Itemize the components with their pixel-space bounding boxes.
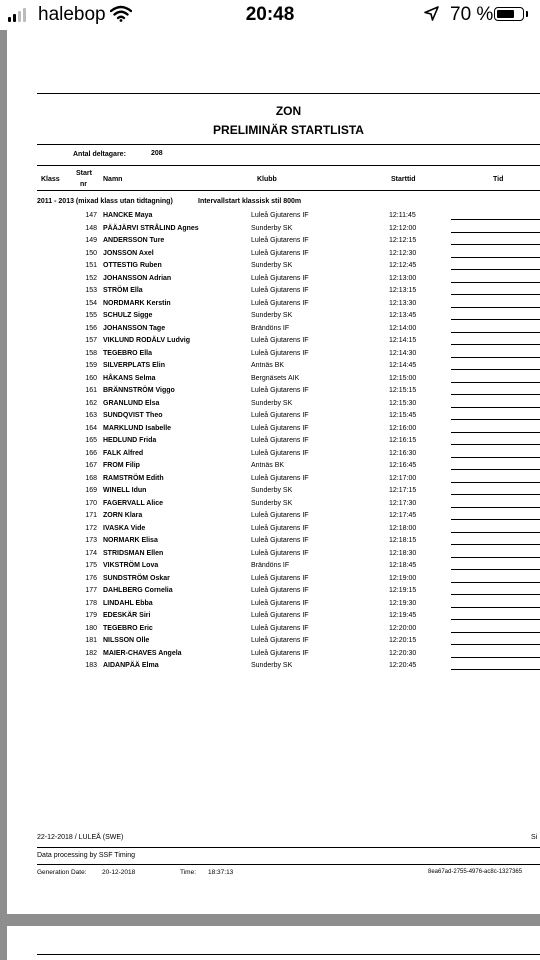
table-row <box>7 223 540 236</box>
club-name: Luleå Gjutarens IF <box>251 249 309 257</box>
document-subtitle: PRELIMINÄR STARTLISTA <box>213 123 364 137</box>
start-time: 12:14:15 <box>389 337 417 344</box>
start-time: 12:19:00 <box>389 574 417 582</box>
start-number: 169 <box>85 487 97 494</box>
participant-name: LINDAHL Ebba <box>103 599 153 607</box>
start-number: 182 <box>85 649 97 657</box>
column-starttid: Starttid <box>391 176 416 183</box>
column-klubb: Klubb <box>257 176 277 183</box>
table-row <box>7 423 540 436</box>
start-number: 172 <box>85 524 97 532</box>
footer-right-cut: Si <box>531 834 538 841</box>
start-number: 165 <box>85 437 97 444</box>
club-name: Brändöns IF <box>251 562 290 569</box>
header-rule <box>37 190 540 191</box>
result-time-blank <box>451 244 540 245</box>
result-time-blank <box>451 432 540 433</box>
footer-rule-1 <box>37 847 540 848</box>
club-name: Bergnäsets AIK <box>251 374 300 382</box>
result-time-blank <box>451 632 540 633</box>
club-name: Luleå Gjutarens IF <box>251 624 309 632</box>
table-row <box>7 460 540 473</box>
start-time: 12:19:30 <box>389 599 417 607</box>
result-time-blank <box>451 369 540 370</box>
start-number: 148 <box>85 224 97 232</box>
club-name: Luleå Gjutarens IF <box>251 612 309 619</box>
carrier-name: halebop <box>38 4 106 25</box>
class-heading: 2011 - 2013 (mixad klass utan tidtagning) <box>37 198 173 205</box>
club-name: Sunderby SK <box>251 487 293 494</box>
start-number: 149 <box>85 237 97 244</box>
club-name: Luleå Gjutarens IF <box>251 649 309 657</box>
participant-name: VIKSTRÖM Lova <box>103 562 159 569</box>
table-row <box>7 385 540 398</box>
result-time-blank <box>451 444 540 445</box>
start-number: 173 <box>85 537 97 544</box>
start-time: 12:17:30 <box>389 499 417 507</box>
column-namn: Namn <box>103 176 123 183</box>
start-time: 12:12:30 <box>389 249 417 257</box>
start-time: 12:13:45 <box>389 312 417 319</box>
participant-name: OTTESTIG Ruben <box>103 262 162 269</box>
result-time-blank <box>451 269 540 270</box>
start-time: 12:15:00 <box>389 374 417 382</box>
participant-name: NILSSON Olle <box>103 637 150 644</box>
footer-generation-label: Generation Date: <box>37 869 87 876</box>
start-time: 12:19:15 <box>389 587 417 594</box>
participant-name: FAGERVALL Alice <box>103 499 164 507</box>
start-time: 12:14:45 <box>389 362 417 369</box>
club-name: Sunderby SK <box>251 499 293 507</box>
table-row <box>7 485 540 498</box>
table-row <box>7 410 540 423</box>
table-row <box>7 498 540 511</box>
top-rule <box>37 93 540 94</box>
footer-date-place: 22-12-2018 / LULEÅ (SWE) <box>37 834 124 841</box>
battery-tip <box>526 11 528 17</box>
result-time-blank <box>451 394 540 395</box>
participant-name: PÄÄJÄRVI STRÅLIND Agnes <box>103 224 199 232</box>
club-name: Sunderby SK <box>251 224 293 232</box>
result-time-blank <box>451 294 540 295</box>
column-tid: Tid <box>493 176 504 183</box>
start-time: 12:16:30 <box>389 449 417 457</box>
start-time: 12:17:00 <box>389 474 417 482</box>
start-number: 167 <box>85 462 97 469</box>
club-name: Luleå Gjutarens IF <box>251 424 309 432</box>
table-row <box>7 510 540 523</box>
table-row <box>7 448 540 461</box>
start-number: 176 <box>85 574 97 582</box>
result-time-blank <box>451 332 540 333</box>
viewer-left-edge <box>0 30 7 960</box>
club-name: Luleå Gjutarens IF <box>251 299 309 307</box>
participant-name: JOHANSSON Adrian <box>103 274 172 282</box>
club-name: Sunderby SK <box>251 312 293 319</box>
start-time: 12:16:15 <box>389 437 417 444</box>
start-time: 12:19:45 <box>389 612 417 619</box>
result-time-blank <box>451 607 540 608</box>
start-number: 180 <box>85 624 97 632</box>
start-time: 12:20:45 <box>389 662 417 669</box>
participant-name: SUNDSTRÖM Oskar <box>103 574 170 582</box>
startlist-rows <box>7 210 540 673</box>
table-row <box>7 573 540 586</box>
start-time: 12:13:15 <box>389 287 417 294</box>
table-row <box>7 635 540 648</box>
club-name: Luleå Gjutarens IF <box>251 449 309 457</box>
start-number: 159 <box>85 362 97 369</box>
participant-name: FROM Filip <box>103 462 140 469</box>
result-time-blank <box>451 594 540 595</box>
start-number: 179 <box>85 612 97 619</box>
participant-name: STRÖM Ella <box>103 287 143 294</box>
result-time-blank <box>451 469 540 470</box>
result-time-blank <box>451 507 540 508</box>
club-name: Luleå Gjutarens IF <box>251 474 309 482</box>
start-time: 12:11:45 <box>389 212 416 219</box>
start-time: 12:15:45 <box>389 412 417 419</box>
participants-count: 208 <box>151 150 163 157</box>
participant-name: JONSSON Axel <box>103 249 154 257</box>
table-row <box>7 660 540 673</box>
participant-name: BRÄNNSTRÖM Viggo <box>103 387 175 394</box>
start-time: 12:12:45 <box>389 262 417 269</box>
battery-percentage: 70 % <box>450 4 494 25</box>
participant-name: FALK Alfred <box>103 449 144 457</box>
club-name: Sunderby SK <box>251 262 293 269</box>
start-time: 12:12:15 <box>389 237 417 244</box>
participant-name: ANDERSSON Ture <box>103 237 165 244</box>
participant-name: AIDANPÄÄ Elma <box>103 662 159 669</box>
club-name: Sunderby SK <box>251 662 293 669</box>
start-number: 183 <box>85 662 97 669</box>
result-time-blank <box>451 669 540 670</box>
participant-name: WINELL Idun <box>103 487 147 494</box>
result-time-blank <box>451 482 540 483</box>
table-row <box>7 248 540 261</box>
start-time: 12:15:30 <box>389 399 417 407</box>
club-name: Luleå Gjutarens IF <box>251 337 309 344</box>
start-number: 147 <box>85 212 97 219</box>
participant-name: RAMSTRÖM Edith <box>103 474 164 482</box>
club-name: Luleå Gjutarens IF <box>251 574 309 582</box>
participant-name: DAHLBERG Cornelia <box>103 587 173 594</box>
participant-name: SUNDQVIST Theo <box>103 412 163 419</box>
participant-name: TEGEBRO Eric <box>103 624 153 632</box>
result-time-blank <box>451 644 540 645</box>
start-number: 174 <box>85 549 97 557</box>
participant-name: TEGEBRO Ella <box>103 349 153 357</box>
participants-label: Antal deltagare: <box>73 151 126 158</box>
table-row <box>7 285 540 298</box>
result-time-blank <box>451 357 540 358</box>
result-time-blank <box>451 544 540 545</box>
result-time-blank <box>451 582 540 583</box>
start-number: 166 <box>85 449 97 457</box>
start-time: 12:18:45 <box>389 562 417 569</box>
start-time: 12:17:45 <box>389 512 417 519</box>
column-start-line1: Start <box>76 170 92 177</box>
table-row <box>7 610 540 623</box>
participant-name: VIKLUND RODÄLV Ludvig <box>103 337 190 344</box>
result-time-blank <box>451 382 540 383</box>
participant-name: STRIDSMAN Ellen <box>103 549 164 557</box>
start-number: 161 <box>85 387 97 394</box>
result-time-blank <box>451 557 540 558</box>
footer-time-label: Time: <box>180 869 197 876</box>
start-time: 12:16:45 <box>389 462 417 469</box>
document-title: ZON <box>275 104 302 118</box>
result-time-blank <box>451 657 540 658</box>
start-number: 168 <box>85 474 97 482</box>
participant-name: SCHULZ Sigge <box>103 312 153 319</box>
club-name: Luleå Gjutarens IF <box>251 287 309 294</box>
table-row <box>7 398 540 411</box>
table-row <box>7 585 540 598</box>
wifi-icon <box>110 5 132 22</box>
document-page[interactable] <box>7 52 540 914</box>
start-number: 154 <box>85 299 97 307</box>
start-time: 12:16:00 <box>389 424 417 432</box>
class-info: Intervallstart klassisk stil 800m <box>198 198 302 205</box>
participant-name: HANCKE Maya <box>103 212 153 219</box>
next-page-rule <box>37 954 540 955</box>
club-name: Brändöns IF <box>251 324 290 332</box>
result-time-blank <box>451 219 540 220</box>
start-number: 157 <box>85 337 97 344</box>
participant-name: HEDLUND Frida <box>103 437 157 444</box>
table-row <box>7 235 540 248</box>
club-name: Luleå Gjutarens IF <box>251 637 309 644</box>
start-number: 162 <box>85 399 97 407</box>
result-time-blank <box>451 419 540 420</box>
club-name: Luleå Gjutarens IF <box>251 537 309 544</box>
result-time-blank <box>451 257 540 258</box>
start-time: 12:20:15 <box>389 637 417 644</box>
club-name: Luleå Gjutarens IF <box>251 237 309 244</box>
footer-rule-2 <box>37 864 540 865</box>
table-row <box>7 298 540 311</box>
start-time: 12:20:30 <box>389 649 417 657</box>
start-number: 160 <box>85 374 97 382</box>
table-row <box>7 623 540 636</box>
start-number: 155 <box>85 312 97 319</box>
table-row <box>7 598 540 611</box>
column-start-line2: nr <box>80 181 87 188</box>
club-name: Antnäs BK <box>251 362 285 369</box>
start-number: 170 <box>85 499 97 507</box>
table-row <box>7 323 540 336</box>
table-row <box>7 260 540 273</box>
participant-name: IVASKA Vide <box>103 524 146 532</box>
start-number: 150 <box>85 249 97 257</box>
table-row <box>7 435 540 448</box>
club-name: Sunderby SK <box>251 399 293 407</box>
club-name: Luleå Gjutarens IF <box>251 599 309 607</box>
table-row <box>7 648 540 661</box>
club-name: Luleå Gjutarens IF <box>251 387 309 394</box>
participant-name: EDESKÄR Siri <box>103 612 151 619</box>
table-row <box>7 210 540 223</box>
start-number: 171 <box>85 512 97 519</box>
club-name: Luleå Gjutarens IF <box>251 274 309 282</box>
result-time-blank <box>451 569 540 570</box>
start-time: 12:18:00 <box>389 524 417 532</box>
table-row <box>7 348 540 361</box>
next-document-page[interactable] <box>7 926 540 960</box>
participant-name: HÅKANS Selma <box>103 374 156 382</box>
club-name: Luleå Gjutarens IF <box>251 349 309 357</box>
start-number: 151 <box>85 262 97 269</box>
start-time: 12:20:00 <box>389 624 417 632</box>
footer-time-value: 18:37:13 <box>208 869 234 876</box>
participant-name: NORMARK Elisa <box>103 537 158 544</box>
club-name: Luleå Gjutarens IF <box>251 412 309 419</box>
start-number: 178 <box>85 599 97 607</box>
start-time: 12:18:30 <box>389 549 417 557</box>
location-arrow-icon <box>424 6 439 21</box>
cellular-signal-icon <box>8 8 26 22</box>
battery-icon <box>494 7 524 21</box>
table-row <box>7 548 540 561</box>
start-number: 164 <box>85 424 97 432</box>
footer-generation-date: 20-12-2018 <box>102 869 136 876</box>
result-time-blank <box>451 319 540 320</box>
participant-name: JOHANSSON Tage <box>103 324 166 332</box>
start-number: 156 <box>85 324 97 332</box>
start-time: 12:14:30 <box>389 349 417 357</box>
start-time: 12:18:15 <box>389 537 417 544</box>
table-row <box>7 360 540 373</box>
club-name: Luleå Gjutarens IF <box>251 524 309 532</box>
participant-name: SILVERPLATS Elin <box>103 362 165 369</box>
table-row <box>7 560 540 573</box>
start-time: 12:17:15 <box>389 487 417 494</box>
result-time-blank <box>451 457 540 458</box>
club-name: Luleå Gjutarens IF <box>251 512 309 519</box>
footer-data-processing: Data processing by SSF Timing <box>37 852 136 859</box>
result-time-blank <box>451 619 540 620</box>
result-time-blank <box>451 344 540 345</box>
start-time: 12:13:30 <box>389 299 417 307</box>
start-number: 177 <box>85 587 97 594</box>
table-row <box>7 335 540 348</box>
table-row <box>7 535 540 548</box>
participant-name: ZORN Klara <box>103 512 143 519</box>
table-row <box>7 310 540 323</box>
participant-name: MAIER-CHAVES Angela <box>103 649 182 657</box>
start-time: 12:13:00 <box>389 274 417 282</box>
club-name: Luleå Gjutarens IF <box>251 587 309 594</box>
start-time: 12:12:00 <box>389 224 417 232</box>
start-number: 152 <box>85 274 97 282</box>
clock: 20:48 <box>245 4 295 25</box>
table-row <box>7 473 540 486</box>
start-number: 158 <box>85 349 97 357</box>
participants-rule <box>37 165 540 166</box>
club-name: Luleå Gjutarens IF <box>251 212 309 219</box>
start-number: 181 <box>85 637 97 644</box>
club-name: Luleå Gjutarens IF <box>251 549 309 557</box>
table-row <box>7 523 540 536</box>
start-time: 12:14:00 <box>389 324 417 332</box>
result-time-blank <box>451 519 540 520</box>
table-row <box>7 273 540 286</box>
result-time-blank <box>451 532 540 533</box>
column-klass: Klass <box>41 176 60 183</box>
participant-name: GRANLUND Elsa <box>103 399 160 407</box>
result-time-blank <box>451 407 540 408</box>
start-number: 163 <box>85 412 97 419</box>
result-time-blank <box>451 282 540 283</box>
participant-name: NORDMARK Kerstin <box>103 299 171 307</box>
status-bar <box>0 0 540 30</box>
viewer-top-gap <box>0 30 540 52</box>
participant-name: MARKLUND Isabelle <box>103 424 172 432</box>
club-name: Luleå Gjutarens IF <box>251 437 309 444</box>
footer-document-id: 8ea67ad-2755-4976-ac8c-1327365 <box>428 869 523 875</box>
start-number: 153 <box>85 287 97 294</box>
result-time-blank <box>451 494 540 495</box>
club-name: Antnäs BK <box>251 462 285 469</box>
start-number: 175 <box>85 562 97 569</box>
start-time: 12:15:15 <box>389 387 417 394</box>
table-row <box>7 373 540 386</box>
title-rule <box>37 144 540 145</box>
result-time-blank <box>451 232 540 233</box>
result-time-blank <box>451 307 540 308</box>
